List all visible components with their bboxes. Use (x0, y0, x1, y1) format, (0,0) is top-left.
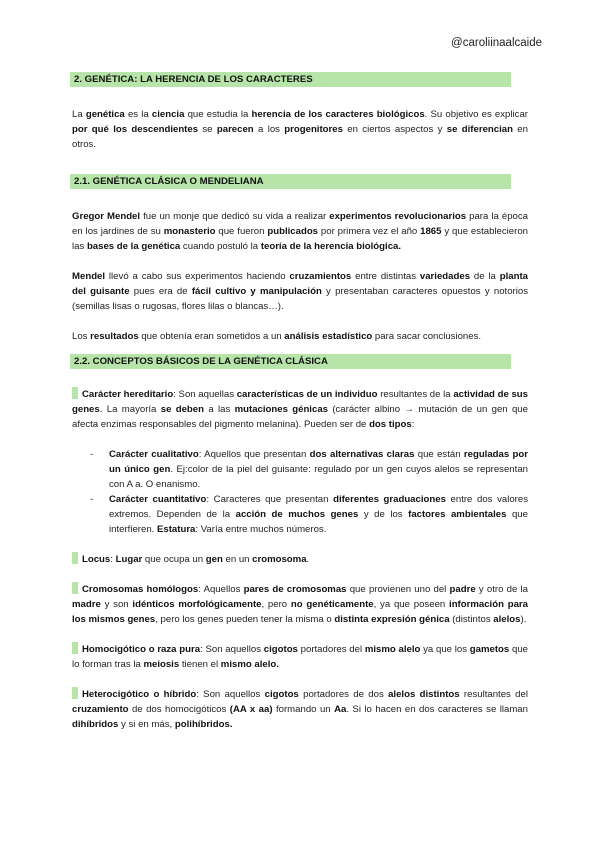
section-heading-conceptos: 2.2. CONCEPTOS BÁSICOS DE LA GENÉTICA CLÁSICA (70, 354, 511, 369)
paragraph-mendel-experimentos: Mendel llevó a cabo sus experimentos haciendo cruzamientos entre distintas variedades de la planta del guisante pues era de fácil cultivo y manipulación y presentaban caracteres opuestos y notorios (semillas lisas o rugosas, flores lilas o blancas…). (72, 271, 529, 312)
highlight-marker (72, 687, 78, 699)
section-heading-genetica: 2. GENÉTICA: LA HERENCIA DE LOS CARACTERES (70, 72, 511, 87)
document-body (72, 72, 528, 732)
tipos-caracter-list (72, 447, 528, 537)
paragraph-heterocigotico: Heterocigótico o híbrido: Son aquellos cigotos portadores de dos alelos distintos resultantes del cruzamiento de dos homocigóticos (AA x aa) formando un Aa. Si lo hacen en dos caracteres se llaman dihíbridos y si en más, polihíbridos. (72, 689, 528, 730)
highlight-marker (72, 582, 78, 594)
paragraph-mendel-intro: Gregor Mendel fue un monje que dedicó su vida a realizar experimentos revolucionarios para la época en los jardines de su monasterio que fueron publicados por primera vez el año 1865 y que establecieron las bases de la genética cuando postuló la teoría de la herencia biológica. (72, 211, 528, 252)
dash-bullet: - (90, 494, 94, 505)
paragraph-cromosomas-homologos: Cromosomas homólogos: Aquellos pares de cromosomas que provienen uno del padre y otro de la madre y son idénticos morfológicamente, pero no genéticamente, ya que poseen información para los mismos genes, pero los genes pueden tener la misma o distinta expresión génica (distintos alelos). (72, 584, 528, 625)
paragraph-locus: Locus: Lugar que ocupa un gen en un cromosoma. (72, 552, 528, 567)
dash-bullet: - (90, 449, 94, 460)
highlight-marker (72, 552, 78, 564)
section-heading-mendeliana: 2.1. GENÉTICA CLÁSICA O MENDELIANA (70, 174, 511, 189)
highlight-marker (72, 642, 78, 654)
author-handle: @caroliinaalcaide (451, 37, 542, 49)
paragraph-genetica-definicion: La genética es la ciencia que estudia la herencia de los caracteres biológicos. Su objetivo es explicar por qué los descendientes se parecen a los progenitores en ciertos aspectos y se diferencian en otros. (72, 109, 528, 150)
paragraph-caracter-hereditario: Carácter hereditario: Son aquellas características de un individuo resultantes de la actividad de sus genes. La mayoría se deben a las mutaciones génicas (carácter albino → mutación de un gen que afecta enzimas responsables del pigmento melanina). Pueden ser de dos tipos: (72, 389, 528, 430)
paragraph-mendel-resultados: Los resultados que obtenía eran sometidos a un análisis estadístico para sacar conclusiones. (72, 331, 482, 342)
list-item-cuantitativo: - Carácter cuantitativo: Caracteres que presentan diferentes graduaciones entre dos valores extremos. Dependen de la acción de muchos genes y de los factores ambientales que interfieren. Estatura: Varía entre muchos números. (90, 494, 528, 535)
paragraph-homocigotico: Homocigótico o raza pura: Son aquellos cigotos portadores del mismo alelo ya que los gametos que lo forman tras la meiosis tienen el mismo alelo. (72, 644, 528, 670)
list-item-cualitativo: - Carácter cualitativo: Aquellos que presentan dos alternativas claras que están reguladas por un único gen. Ej:color de la piel del guisante: regulado por un gen cuyos alelos se representan con A a. O enanismo. (90, 449, 528, 490)
highlight-marker (72, 387, 78, 399)
